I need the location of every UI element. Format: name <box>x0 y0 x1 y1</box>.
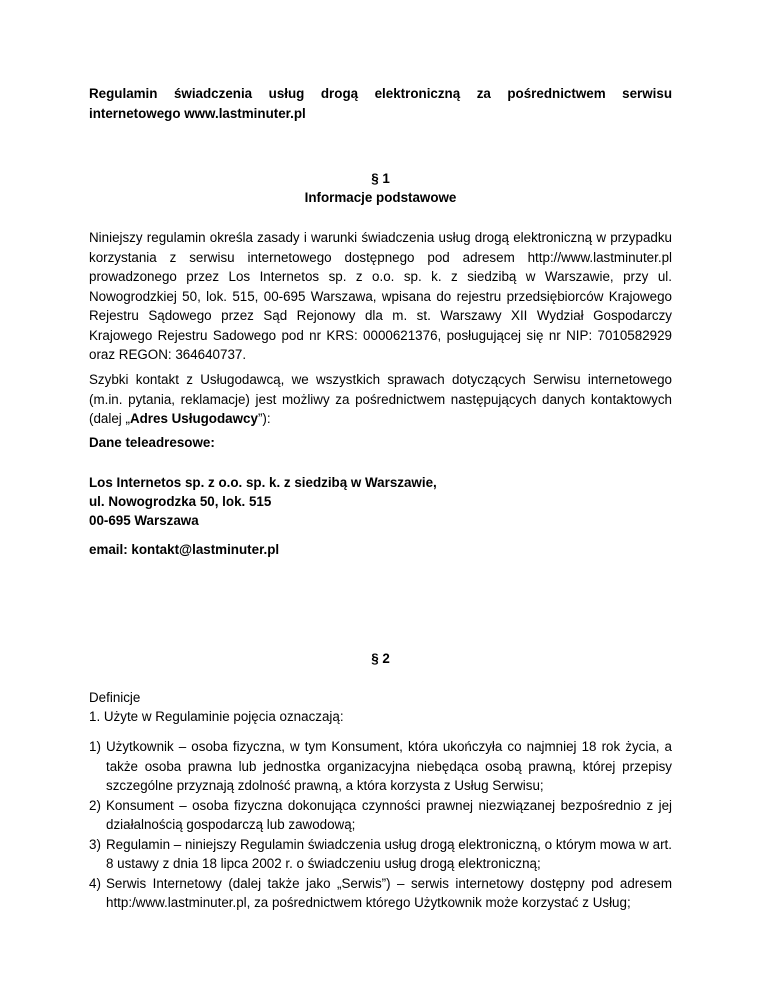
list-item-number: 4) <box>89 875 101 891</box>
section-1-intro: Niniejszy regulamin określa zasady i warunki świadczenia usług drogą elektroniczną w przypadku korzystania z serwisu internetowego dostępnego pod adresem http://www.lastminuter.pl prowadzonego przez Los Internetos sp. z o.o. sp. k. z siedzibą w Warszawie, przy ul. Nowogrodzkiej 50, lok. 515, 00-695 Warszawa, wpisana do rejestru przedsiębiorców Krajowego Rejestru Sądowego przez Sąd Rejonowy dla m. st. Warszawy XII Wydział Gospodarczy Krajowego Rejestru Sadowego pod nr KRS: 0000621376, posługującej się nr NIP: 7010582929 oraz REGON: 364640737. <box>89 230 672 362</box>
contact-text: Szybki kontakt z Usługodawcą, we wszystkich sprawach dotyczących Serwisu internetowego (m.in. pytania, reklamacje) jest możliwy za pośrednictwem następujących danych kontaktowych (dalej „ <box>89 372 672 426</box>
list-item <box>89 737 672 796</box>
section-2-intro: 1. Użyte w Regulaminie pojęcia oznaczają: <box>89 709 344 724</box>
address-line-2: ul. Nowogrodzka 50, lok. 515 <box>89 494 272 509</box>
definitions-list <box>89 737 672 913</box>
section-1-number: § 1 <box>371 171 390 186</box>
list-item <box>89 874 672 913</box>
list-item-number: 3) <box>89 836 101 852</box>
contact-bold-term: Adres Usługodawcy <box>129 411 258 426</box>
list-item-number: 2) <box>89 797 101 813</box>
section-1-heading: Informacje podstawowe <box>304 190 457 205</box>
contact-end: ”): <box>257 411 271 426</box>
list-item-text: Serwis Internetowy (dalej także jako „Serwis”) – serwis internetowy dostępny pod adresem http:/www.lastminuter.pl, za pośrednictwem którego Użytkownik może korzystać z Usług; <box>106 875 672 910</box>
document-title: Regulamin świadczenia usług drogą elektroniczną za pośrednictwem serwisu internetowego www.lastminuter.pl <box>89 86 672 121</box>
list-item-number: 1) <box>89 739 101 754</box>
section-2-label: Definicje <box>89 690 141 705</box>
list-item-text: Regulamin – niniejszy Regulamin świadczenia usług drogą elektroniczną, o którym mowa w art. 8 ustawy z dnia 18 lipca 2002 r. o świadczeniu usług drogą elektroniczną; <box>106 836 672 871</box>
section-2-number: § 2 <box>371 651 390 666</box>
list-item <box>89 835 672 874</box>
address-line-1: Los Internetos sp. z o.o. sp. k. z siedzibą w Warszawie, <box>89 475 437 490</box>
list-item-text: Konsument – osoba fizyczna dokonująca czynności prawnej niezwiązanej bezpośrednio z jej działalnością gospodarczą lub zawodową; <box>106 797 672 832</box>
contact-paragraph <box>89 370 672 429</box>
address-line-3: 00-695 Warszawa <box>89 513 199 528</box>
contact-email: email: kontakt@lastminuter.pl <box>89 542 280 557</box>
list-item <box>89 796 672 835</box>
address-heading: Dane teleadresowe: <box>89 435 215 450</box>
list-item-text: Użytkownik – osoba fizyczna, w tym Konsument, która ukończyła co najmniej 18 rok życia, a także osoba prawna lub jednostka organizacyjna niebędąca osobą prawną, której przepisy szczególne przyznają zdolność prawną, a która korzysta z Usług Serwisu; <box>106 739 672 793</box>
